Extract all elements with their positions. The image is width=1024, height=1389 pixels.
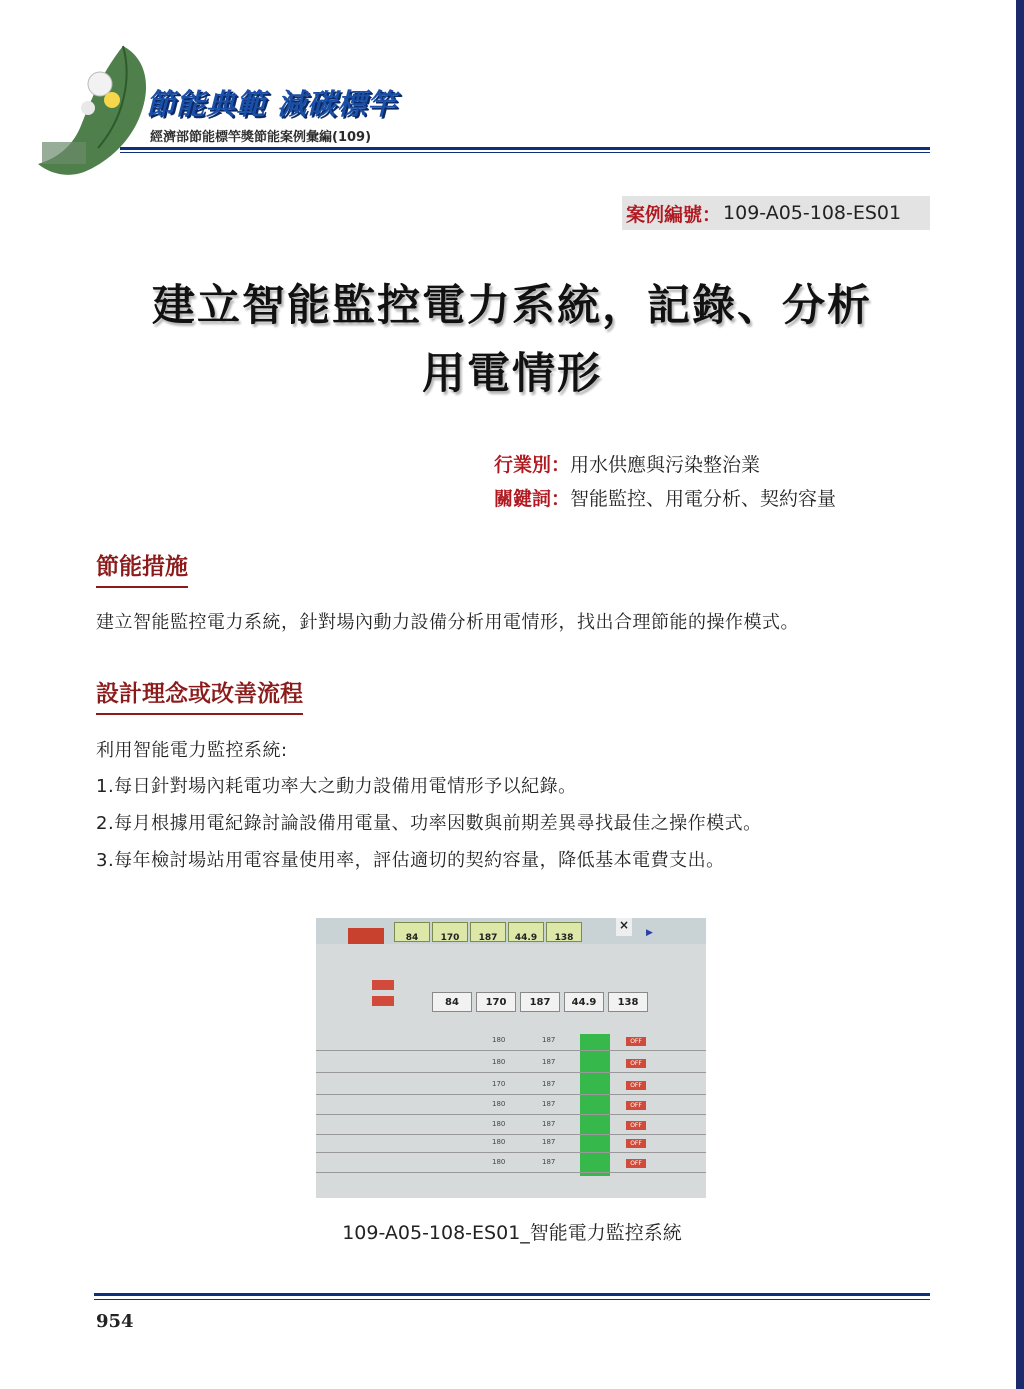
photo-schedule-table <box>316 1014 706 1176</box>
photo-kw2: 187 <box>542 1100 556 1108</box>
photo-kw2: 187 <box>542 1058 556 1066</box>
header-rule <box>120 147 930 150</box>
footer-rule <box>94 1293 930 1296</box>
photo-arrow-icon: ▶ <box>646 928 653 938</box>
design-item-1: 1.每日針對場內耗電功率大之動力設備用電情形予以紀錄。 <box>96 776 577 797</box>
taiwan-leaf-logo <box>28 38 158 178</box>
design-item-3: 3.每年檢討場站用電容量使用率，評估適切的契約容量，降低基本電費支出。 <box>96 850 725 871</box>
industry-row <box>494 450 760 477</box>
industry-value: 用水供應與污染整治業 <box>570 454 761 476</box>
header-title: 節能典範 減碳標竿 <box>146 87 398 121</box>
photo-row <box>316 1118 706 1135</box>
keywords-value: 智能監控、用電分析、契約容量 <box>570 488 837 510</box>
header-subtitle: 經濟部節能標竿獎節能案例彙編(109) <box>150 130 372 145</box>
photo-row <box>316 1136 706 1153</box>
photo-kw2: 187 <box>542 1158 556 1166</box>
photo-top-value: 84 <box>394 922 430 942</box>
photo-close-icon: × <box>616 918 632 936</box>
photo-kw1: 170 <box>492 1080 506 1088</box>
title-line-1: 建立智能監控電力系統，記錄、分析 <box>152 281 872 331</box>
photo-row <box>316 1034 706 1051</box>
page-title <box>80 272 944 408</box>
section-heading-measures: 節能措施 <box>96 548 188 588</box>
photo-kw1: 180 <box>492 1158 506 1166</box>
photo-top-value: 170 <box>432 922 468 942</box>
photo-kw2: 187 <box>542 1080 556 1088</box>
footer-rule-thin <box>94 1299 930 1300</box>
header-rule-thin <box>120 152 930 153</box>
photo-mid-value: 138 <box>608 992 648 1012</box>
photo-row <box>316 1056 706 1073</box>
page-number: 954 <box>96 1311 134 1332</box>
monitoring-screen-photo <box>316 918 706 1198</box>
photo-top-value: 44.9 <box>508 922 544 942</box>
photo-off-button: OFF <box>626 1059 646 1068</box>
photo-kw1: 180 <box>492 1120 506 1128</box>
photo-kw1: 180 <box>492 1100 506 1108</box>
industry-label: 行業別： <box>494 454 571 476</box>
keywords-label: 關鍵詞： <box>494 488 571 510</box>
photo-off-button: OFF <box>626 1101 646 1110</box>
page-edge-bar <box>1016 0 1024 1389</box>
photo-off-button: OFF <box>626 1139 646 1148</box>
photo-top-value: 187 <box>470 922 506 942</box>
photo-off-button: OFF <box>626 1081 646 1090</box>
section-heading-design: 設計理念或改善流程 <box>96 675 303 715</box>
photo-red-tag <box>348 928 384 944</box>
design-intro: 利用智能電力監控系統: <box>96 740 288 761</box>
photo-kw2: 187 <box>542 1036 556 1044</box>
photo-top-value: 138 <box>546 922 582 942</box>
photo-kw1: 180 <box>492 1036 506 1044</box>
title-line-2: 用電情形 <box>422 349 602 399</box>
case-number-value: 109-A05-108-ES01 <box>723 202 902 224</box>
photo-red-chip <box>372 980 394 990</box>
photo-mid-value: 44.9 <box>564 992 604 1012</box>
keywords-row <box>494 484 836 511</box>
photo-off-button: OFF <box>626 1121 646 1130</box>
design-item-2: 2.每月根據用電紀錄討論設備用電量、功率因數與前期差異尋找最佳之操作模式。 <box>96 813 762 834</box>
photo-off-button: OFF <box>626 1037 646 1046</box>
photo-row <box>316 1078 706 1095</box>
case-number-label: 案例編號： <box>626 203 722 226</box>
photo-red-chip <box>372 996 394 1006</box>
photo-mid-value: 187 <box>520 992 560 1012</box>
photo-mid-value: 170 <box>476 992 516 1012</box>
photo-caption: 109-A05-108-ES01_智能電力監控系統 <box>342 1222 682 1244</box>
photo-kw2: 187 <box>542 1138 556 1146</box>
case-number-box <box>622 196 930 230</box>
photo-kw1: 180 <box>492 1058 506 1066</box>
photo-kw2: 187 <box>542 1120 556 1128</box>
measures-text: 建立智能監控電力系統，針對場內動力設備分析用電情形，找出合理節能的操作模式。 <box>96 612 799 633</box>
photo-off-button: OFF <box>626 1159 646 1168</box>
photo-mid-value: 84 <box>432 992 472 1012</box>
photo-kw1: 180 <box>492 1138 506 1146</box>
photo-row <box>316 1156 706 1173</box>
photo-row <box>316 1098 706 1115</box>
